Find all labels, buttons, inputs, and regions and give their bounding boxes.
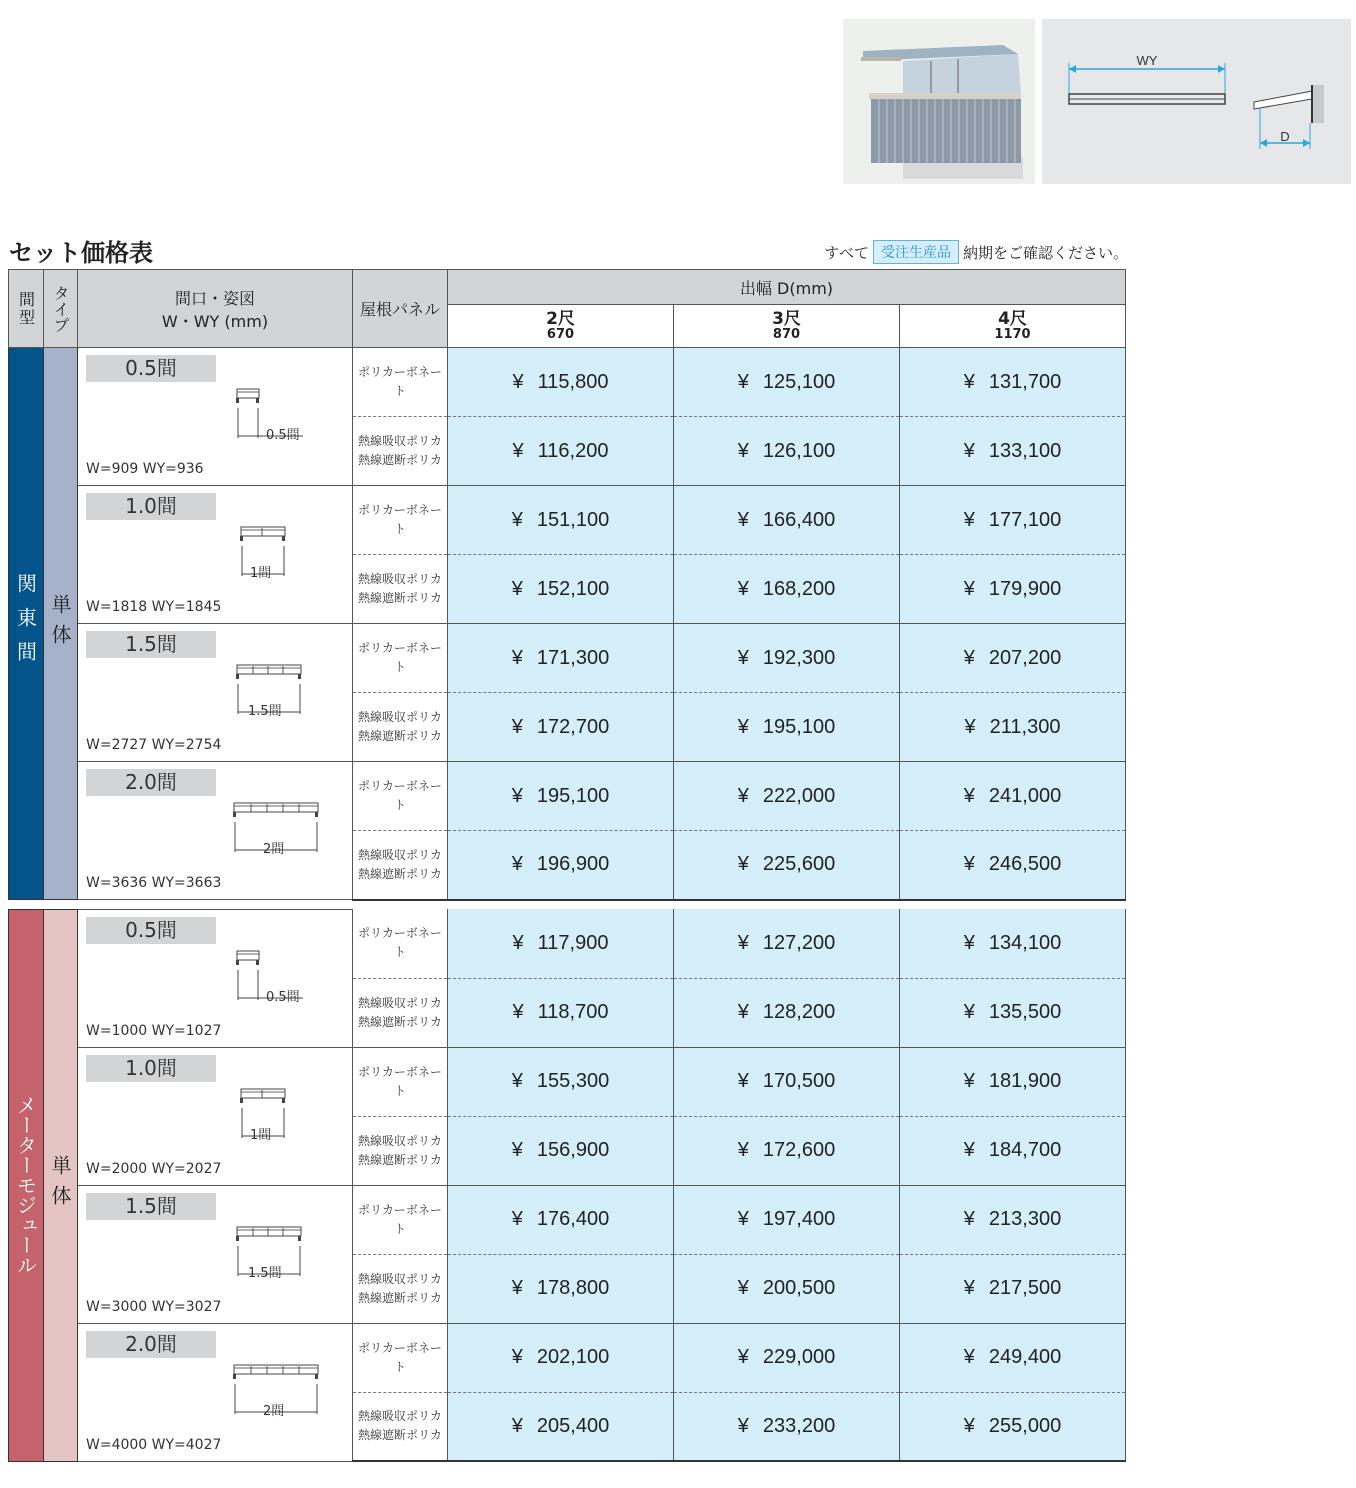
table-row — [9, 909, 1126, 978]
wy-dimensions: W=4000 WY=4027 — [86, 1436, 222, 1453]
svg-text:WY: WY — [1136, 53, 1158, 68]
size-label: 1.5間 — [86, 631, 216, 658]
panel-heat-polycarbonate: 熱線吸収ポリカ 熱線遮断ポリカ — [353, 978, 448, 1047]
price-cell: ¥ 255,000 — [900, 1392, 1126, 1461]
header-depth: 出幅 D(mm) — [448, 270, 1126, 305]
wy-dimensions: W=1000 WY=1027 — [86, 1022, 222, 1039]
size-cell — [78, 762, 353, 900]
depth-4shaku: 4尺 1170 — [900, 305, 1126, 348]
size-label: 1.0間 — [86, 1055, 216, 1082]
header-size: 間口・姿図 W・WY (mm) — [78, 270, 353, 348]
size-cell — [78, 486, 353, 624]
price-cell: ¥ 205,400 — [448, 1392, 674, 1461]
price-cell: ¥ 192,300 — [674, 624, 900, 693]
kind-label: 単体 — [44, 348, 78, 900]
price-cell: ¥ 170,500 — [674, 1047, 900, 1116]
svg-text:D: D — [1280, 129, 1290, 144]
panel-heat-polycarbonate: 熱線吸収ポリカ 熱線遮断ポリカ — [353, 1392, 448, 1461]
panel-heat-polycarbonate: 熱線吸収ポリカ 熱線遮断ポリカ — [353, 555, 448, 624]
price-cell: ¥ 115,800 — [448, 348, 674, 417]
notice-prefix: すべて — [824, 243, 869, 262]
price-cell: ¥ 195,100 — [674, 693, 900, 762]
module-type-label: メーターモジュール — [9, 909, 44, 1461]
price-cell: ¥ 217,500 — [900, 1254, 1126, 1323]
price-cell: ¥ 178,800 — [448, 1254, 674, 1323]
price-cell: ¥ 171,300 — [448, 624, 674, 693]
price-cell: ¥ 246,500 — [900, 831, 1126, 900]
size-label: 0.5間 — [86, 917, 216, 944]
panel-heat-polycarbonate: 熱線吸収ポリカ 熱線遮断ポリカ — [353, 1254, 448, 1323]
price-cell: ¥ 117,900 — [448, 909, 674, 978]
table-row — [9, 348, 1126, 417]
price-cell: ¥ 179,900 — [900, 555, 1126, 624]
price-cell: ¥ 151,100 — [448, 486, 674, 555]
panel-polycarbonate: ポリカーボネート — [353, 624, 448, 693]
table-row — [9, 486, 1126, 555]
dimension-diagram — [1042, 19, 1351, 184]
panel-heat-polycarbonate: 熱線吸収ポリカ 熱線遮断ポリカ — [353, 1116, 448, 1185]
price-cell: ¥ 184,700 — [900, 1116, 1126, 1185]
panel-polycarbonate: ポリカーボネート — [353, 486, 448, 555]
span-label: 1間 — [250, 1127, 272, 1143]
price-cell: ¥ 195,100 — [448, 762, 674, 831]
price-cell: ¥ 200,500 — [674, 1254, 900, 1323]
price-cell: ¥ 202,100 — [448, 1323, 674, 1392]
panel-heat-polycarbonate: 熱線吸収ポリカ 熱線遮断ポリカ — [353, 693, 448, 762]
span-label: 0.5間 — [266, 428, 300, 443]
span-label: 1.5間 — [248, 704, 282, 719]
page-title: セット価格表 — [9, 239, 153, 267]
price-cell: ¥ 168,200 — [674, 555, 900, 624]
price-cell: ¥ 155,300 — [448, 1047, 674, 1116]
span-label: 0.5間 — [266, 989, 300, 1005]
price-cell: ¥ 207,200 — [900, 624, 1126, 693]
price-cell: ¥ 166,400 — [674, 486, 900, 555]
size-cell — [78, 624, 353, 762]
size-cell — [78, 348, 353, 486]
span-label: 1.5間 — [248, 1265, 282, 1281]
span-label: 2間 — [263, 1403, 285, 1419]
price-cell: ¥ 241,000 — [900, 762, 1126, 831]
panel-polycarbonate: ポリカーボネート — [353, 1047, 448, 1116]
panel-polycarbonate: ポリカーボネート — [353, 1323, 448, 1392]
price-cell: ¥ 156,900 — [448, 1116, 674, 1185]
price-cell: ¥ 176,400 — [448, 1185, 674, 1254]
table-row — [9, 1185, 1126, 1254]
price-cell: ¥ 211,300 — [900, 693, 1126, 762]
wy-dimensions: W=909 WY=936 — [86, 461, 204, 477]
wy-dimensions: W=1818 WY=1845 — [86, 599, 222, 615]
price-cell: ¥ 181,900 — [900, 1047, 1126, 1116]
price-cell: ¥ 172,600 — [674, 1116, 900, 1185]
price-cell: ¥ 177,100 — [900, 486, 1126, 555]
canopy-sketch-icon — [233, 802, 377, 866]
notice-suffix: 納期をご確認ください。 — [962, 243, 1128, 262]
size-cell — [78, 1047, 353, 1185]
span-label: 1間 — [250, 566, 272, 581]
price-cell: ¥ 133,100 — [900, 417, 1126, 486]
price-cell: ¥ 126,100 — [674, 417, 900, 486]
price-cell: ¥ 128,200 — [674, 978, 900, 1047]
order-notice — [824, 240, 1128, 264]
module-type-label: 関東間 — [9, 348, 44, 900]
wy-dimensions: W=2727 WY=2754 — [86, 737, 222, 753]
size-cell — [78, 909, 353, 1047]
price-cell: ¥ 116,200 — [448, 417, 674, 486]
price-cell: ¥ 135,500 — [900, 978, 1126, 1047]
price-cell: ¥ 152,100 — [448, 555, 674, 624]
depth-2shaku: 2尺 670 — [448, 305, 674, 348]
depth-3shaku: 3尺 870 — [674, 305, 900, 348]
span-label: 2間 — [263, 842, 285, 857]
price-cell: ¥ 229,000 — [674, 1323, 900, 1392]
product-photo — [843, 19, 1035, 184]
size-label: 1.0間 — [86, 493, 216, 520]
wy-dimensions: W=3636 WY=3663 — [86, 875, 222, 891]
wy-dimensions: W=2000 WY=2027 — [86, 1160, 222, 1177]
price-cell: ¥ 127,200 — [674, 909, 900, 978]
price-cell: ¥ 249,400 — [900, 1323, 1126, 1392]
table-row — [9, 1047, 1126, 1116]
panel-polycarbonate: ポリカーボネート — [353, 762, 448, 831]
price-cell: ¥ 225,600 — [674, 831, 900, 900]
size-label: 0.5間 — [86, 355, 216, 382]
price-cell: ¥ 131,700 — [900, 348, 1126, 417]
panel-polycarbonate: ポリカーボネート — [353, 1185, 448, 1254]
header-panel: 屋根パネル — [353, 270, 448, 348]
price-cell: ¥ 125,100 — [674, 348, 900, 417]
size-label: 1.5間 — [86, 1193, 216, 1220]
price-cell: ¥ 196,900 — [448, 831, 674, 900]
price-cell: ¥ 233,200 — [674, 1392, 900, 1461]
panel-heat-polycarbonate: 熱線吸収ポリカ 熱線遮断ポリカ — [353, 417, 448, 486]
size-label: 2.0間 — [86, 1331, 216, 1358]
price-cell: ¥ 118,700 — [448, 978, 674, 1047]
size-label: 2.0間 — [86, 769, 216, 796]
price-cell: ¥ 222,000 — [674, 762, 900, 831]
price-table — [8, 269, 1126, 1462]
made-to-order-badge: 受注生産品 — [873, 240, 959, 264]
header-type: 間型 — [9, 270, 44, 348]
table-row — [9, 624, 1126, 693]
table-row — [9, 1323, 1126, 1392]
size-cell — [78, 1185, 353, 1323]
price-cell: ¥ 172,700 — [448, 693, 674, 762]
price-cell: ¥ 197,400 — [674, 1185, 900, 1254]
canopy-sketch-icon — [233, 1364, 377, 1428]
price-cell: ¥ 213,300 — [900, 1185, 1126, 1254]
panel-polycarbonate: ポリカーボネート — [353, 348, 448, 417]
wy-dimensions: W=3000 WY=3027 — [86, 1298, 222, 1315]
table-row — [9, 762, 1126, 831]
kind-label: 単体 — [44, 909, 78, 1461]
panel-polycarbonate: ポリカーボネート — [353, 909, 448, 978]
header-kind: タイプ — [44, 270, 78, 348]
price-cell: ¥ 134,100 — [900, 909, 1126, 978]
panel-heat-polycarbonate: 熱線吸収ポリカ 熱線遮断ポリカ — [353, 831, 448, 900]
size-cell — [78, 1323, 353, 1461]
